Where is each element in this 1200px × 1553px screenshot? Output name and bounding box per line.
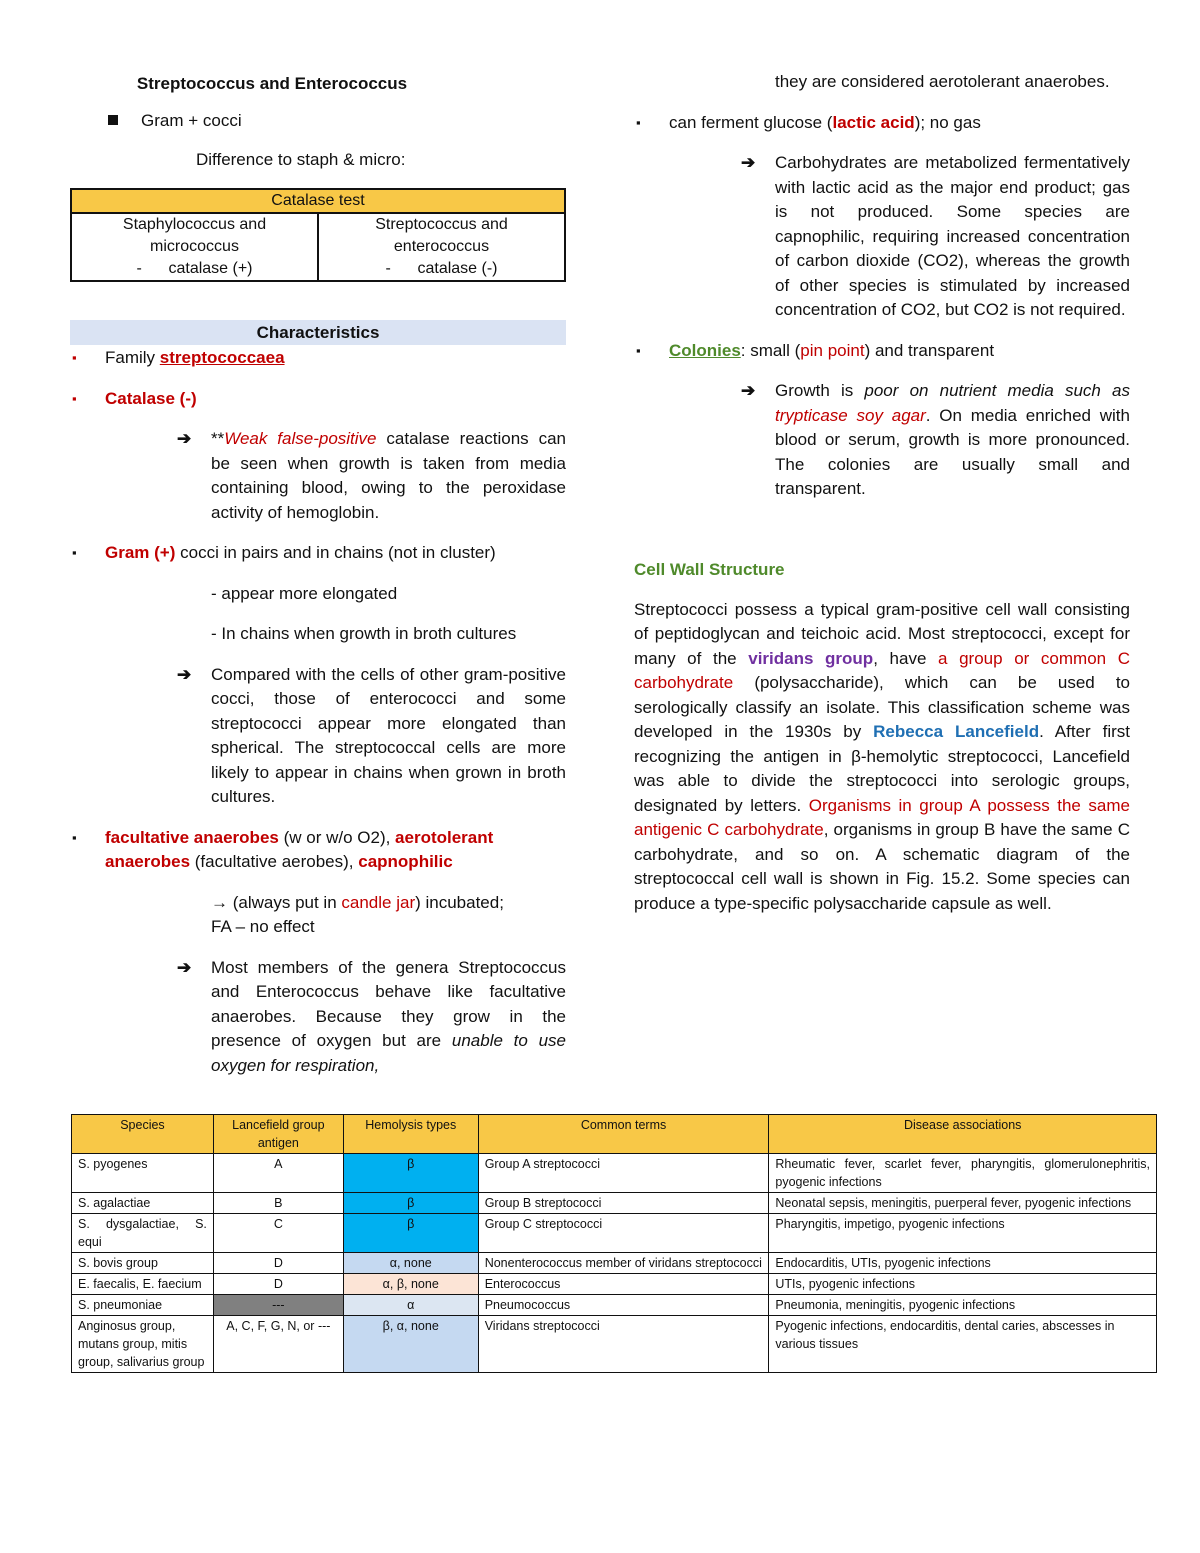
disease-cell: Rheumatic fever, scarlet fever, pharyngitis, glomerulonephritis, pyogenic infections <box>769 1154 1157 1193</box>
catalase-strep-line1: Streptococcus and <box>375 216 508 233</box>
bullet-icon: ▪ <box>72 545 77 560</box>
most-members-note <box>70 956 566 1079</box>
arrow-right-icon: ➔ <box>741 381 756 400</box>
ferment-item <box>634 111 1130 136</box>
bullet-icon: ▪ <box>72 350 77 365</box>
header-common-terms: Common terms <box>478 1115 769 1154</box>
weak-false-positive-note <box>70 427 566 525</box>
disease-cell: UTIs, pyogenic infections <box>769 1274 1157 1295</box>
capnophilic-text: capnophilic <box>358 852 453 871</box>
catalase-strep-cell <box>318 213 565 281</box>
left-column <box>70 70 566 1078</box>
species-table-header-row <box>72 1115 1157 1154</box>
colonies-suffix: ) and transparent <box>864 340 995 360</box>
disease-cell: Neonatal sepsis, meningitis, puerperal fever, pyogenic infections <box>769 1193 1157 1214</box>
catalase-staph-line2: micrococcus <box>150 238 239 255</box>
growth-italic: poor on nutrient media such as <box>864 381 1130 400</box>
weak-prefix: ** <box>211 429 225 448</box>
viridans-group-text: viridans group <box>748 648 874 668</box>
species-table <box>71 1114 1157 1373</box>
catalase-staph-line3: - catalase (+) <box>136 260 253 277</box>
bullet-icon: ▪ <box>636 342 641 358</box>
header-lancefield: Lancefield group antigen <box>213 1115 343 1154</box>
header-hemolysis: Hemolysis types <box>343 1115 478 1154</box>
carbohydrates-note <box>634 151 1130 323</box>
candle-prefix: → (always put in <box>211 892 342 912</box>
species-cell: S. bovis group <box>72 1253 214 1274</box>
facultative-anaerobes-text: facultative anaerobes <box>105 827 279 847</box>
compared-note <box>70 663 566 810</box>
hemolysis-cell: β <box>343 1193 478 1214</box>
growth-rest: . On media enriched with blood or serum, growth is more pronounced. The colonies are usually small and transparent. <box>775 405 1130 498</box>
lactic-acid-text: lactic acid <box>832 112 915 132</box>
facultative-item <box>70 826 566 875</box>
group-cell: A, C, F, G, N, or --- <box>213 1316 343 1373</box>
table-row <box>72 1316 1157 1373</box>
colonies-item <box>634 339 1130 364</box>
document-title: Streptococcus and Enterococcus <box>136 74 408 93</box>
header-disease: Disease associations <box>769 1115 1157 1154</box>
growth-note <box>634 379 1130 502</box>
species-cell: S. agalactiae <box>72 1193 214 1214</box>
disease-cell: Pharyngitis, impetigo, pyogenic infections <box>769 1214 1157 1253</box>
term-cell: Viridans streptococci <box>478 1316 769 1373</box>
species-cell: Anginosus group, mutans group, mitis group, salivarius group <box>72 1316 214 1373</box>
catalase-strep-line2: enterococcus <box>393 238 490 255</box>
group-cell: D <box>213 1253 343 1274</box>
carbohydrates-text: Carbohydrates are metabolized fermentatively with lactic acid as the major end product; gas is not produced. Some species are capnophilic, requiring increased concentration of carbon dioxide (CO2), whereas the growth of other species is stimulated by increased concentration of CO2, but CO2 is not required. <box>775 153 1130 319</box>
disease-cell: Pneumonia, meningitis, pyogenic infections <box>769 1295 1157 1316</box>
term-cell: Nonenterococcus member of viridans streptococci <box>478 1253 769 1274</box>
group-cell: B <box>213 1193 343 1214</box>
species-cell: E. faecalis, E. faecium <box>72 1274 214 1295</box>
trypticase-text: trypticase soy agar <box>775 405 926 425</box>
species-cell: S. pyogenes <box>72 1154 214 1193</box>
disease-cell: Endocarditis, UTIs, pyogenic infections <box>769 1253 1157 1274</box>
catalase-strep-line3: - catalase (-) <box>385 260 498 277</box>
right-column <box>634 70 1130 916</box>
species-cell: S. dysgalactiae, S. equi <box>72 1214 214 1253</box>
arrow-right-icon: ➔ <box>741 153 756 172</box>
bullet-icon: ▪ <box>72 829 77 845</box>
cw-part5: , organisms in group B have the same C carbohydrate, and so on. A schematic diagram of the streptococcal cell wall is shown in Fig. 15.2. Some species can produce a type-specific polysaccharide capsule as well. <box>634 820 1130 913</box>
arrow-right-icon: ➔ <box>177 957 192 977</box>
family-item <box>70 346 566 371</box>
term-cell: Group C streptococci <box>478 1214 769 1253</box>
cw-part3: (polysaccharide), which can be used to serologically classify an isolate. This classification scheme was developed in the 1930s by <box>634 673 1130 741</box>
candle-suffix: ) incubated; <box>415 892 504 912</box>
gram-positive-item <box>70 541 566 566</box>
gram-positive-label: Gram (+) <box>105 543 176 562</box>
colonies-label: Colonies <box>669 340 741 360</box>
aerotolerant-continued: they are considered aerotolerant anaerobes. <box>775 72 1110 91</box>
colonies-mid: : small ( <box>740 340 801 360</box>
facultative-mid2: (facultative aerobes), <box>190 852 359 871</box>
aerotolerant-text: aerotolerant anaerobes <box>105 827 494 871</box>
hemolysis-cell: β <box>343 1214 478 1253</box>
group-cell: C <box>213 1214 343 1253</box>
bullet-icon: ▪ <box>636 114 641 130</box>
cw-part4: . After first recognizing the antigen in β-hemolytic streptococci, Lancefield was able to divide the streptococci into serologic groups, designated by letters. <box>634 722 1130 815</box>
catalase-table-header: Catalase test <box>71 189 565 213</box>
lancefield-text: Rebecca Lancefield <box>873 722 1040 741</box>
table-row <box>72 1154 1157 1193</box>
weak-italic-text: Weak false-positive <box>224 429 377 448</box>
ferment-suffix: ); no gas <box>914 112 981 132</box>
group-cell: --- <box>213 1295 343 1316</box>
fa-effect-text: FA – no effect <box>211 917 315 936</box>
table-row <box>72 1193 1157 1214</box>
pin-point-text: pin point <box>800 340 865 360</box>
family-value: streptococcaea <box>159 348 285 367</box>
characteristics-heading: Characteristics <box>70 320 566 345</box>
compared-text: Compared with the cells of other gram-positive cocci, those of enterococci and some streptococci appear more elongated than spherical. The streptococcal cells are more likely to appear in chains when grown in broth cultures. <box>211 664 566 806</box>
facultative-mid1: (w or w/o O2), <box>278 827 396 847</box>
arrow-right-icon: ➔ <box>177 429 192 448</box>
family-label: Family <box>105 348 156 367</box>
candle-jar-text: candle jar <box>341 892 416 912</box>
term-cell: Group A streptococci <box>478 1154 769 1193</box>
weak-rest-text: catalase reactions can be seen when growth is taken from media containing blood, owing to the peroxidase activity of hemoglobin. <box>211 429 566 522</box>
disease-cell: Pyogenic infections, endocarditis, dental caries, abscesses in various tissues <box>769 1316 1157 1373</box>
hemolysis-cell: α <box>343 1295 478 1316</box>
growth-prefix: Growth is <box>775 381 865 400</box>
catalase-negative-text: Catalase (-) <box>105 388 197 408</box>
hemolysis-cell: β <box>343 1154 478 1193</box>
catalase-staph-line1: Staphylococcus and <box>122 216 267 233</box>
table-row <box>72 1253 1157 1274</box>
square-bullet-icon <box>108 115 118 125</box>
ferment-prefix: can ferment glucose ( <box>669 112 833 132</box>
most-members-italic: unable to use oxygen for respiration, <box>211 1031 567 1075</box>
catalase-table <box>70 188 566 282</box>
group-a-text: Organisms in group A possess the same antigenic C carbohydrate <box>634 795 1130 839</box>
cell-wall-paragraph <box>634 598 1130 917</box>
table-row <box>72 1274 1157 1295</box>
gram-positive-rest: cocci in pairs and in chains (not in cluster) <box>175 543 496 562</box>
header-species: Species <box>72 1115 214 1154</box>
hemolysis-cell: β, α, none <box>343 1316 478 1373</box>
term-cell: Pneumococcus <box>478 1295 769 1316</box>
cw-part2: , have <box>873 648 939 668</box>
catalase-negative-item <box>70 387 566 412</box>
hemolysis-cell: α, none <box>343 1253 478 1274</box>
table-row <box>72 1295 1157 1316</box>
most-members-text: Most members of the genera Streptococcus and Enterococcus behave like facultative anaerobes. Because they grow in the presence of oxygen but are <box>211 957 566 1050</box>
table-row <box>72 1214 1157 1253</box>
cell-wall-heading: Cell Wall Structure <box>634 559 785 579</box>
cw-part1: Streptococci possess a typical gram-positive cell wall consisting of peptidoglycan and teichoic acid. Most streptococci, except for many of the <box>634 599 1130 668</box>
hemolysis-cell: α, β, none <box>343 1274 478 1295</box>
catalase-staph-cell <box>71 213 318 281</box>
candle-jar-note <box>70 891 566 916</box>
group-cell: D <box>213 1274 343 1295</box>
species-cell: S. pneumoniae <box>72 1295 214 1316</box>
difference-text: Difference to staph & micro: <box>196 149 406 169</box>
gram-cocci-item <box>70 109 566 134</box>
group-cell: A <box>213 1154 343 1193</box>
bullet-icon: ▪ <box>72 390 77 406</box>
arrow-right-icon: ➔ <box>177 664 192 684</box>
gram-cocci-text: Gram + cocci <box>141 111 242 130</box>
elongated-text: - appear more elongated <box>211 583 398 603</box>
term-cell: Group B streptococci <box>478 1193 769 1214</box>
in-chains-text: - In chains when growth in broth cultures <box>211 624 517 643</box>
term-cell: Enterococcus <box>478 1274 769 1295</box>
group-c-text: a group or common C carbohydrate <box>634 648 1130 692</box>
